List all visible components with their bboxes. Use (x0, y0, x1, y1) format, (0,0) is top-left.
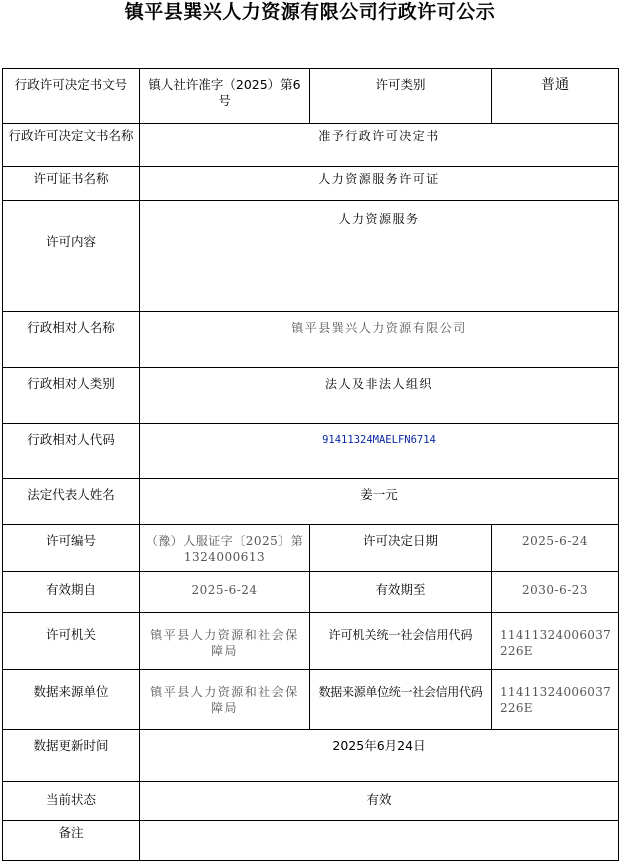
source-label: 数据来源单位 (3, 670, 140, 730)
valid-to-value: 2030-6-23 (492, 572, 619, 613)
status-label: 当前状态 (3, 782, 140, 821)
status-value: 有效 (140, 782, 619, 821)
table-row (3, 525, 619, 572)
party-type-label: 行政相对人类别 (3, 368, 140, 424)
table-row (3, 730, 619, 782)
table-row (3, 572, 619, 613)
doc-name-value: 准予行政许可决定书 (140, 124, 619, 167)
license-no-label: 许可编号 (3, 525, 140, 572)
update-label: 数据更新时间 (3, 730, 140, 782)
remark-value (140, 821, 619, 861)
decision-date-value: 2025-6-24 (492, 525, 619, 572)
license-no-value: （豫）人服证字〔2025〕第1324000613 (140, 525, 310, 572)
decision-no-value: 镇人社许准字（2025）第6号 (140, 69, 310, 124)
party-name-value: 镇平县巽兴人力资源有限公司 (140, 312, 619, 368)
cert-name-value: 人力资源服务许可证 (140, 167, 619, 201)
update-value: 2025年6月24日 (140, 730, 619, 782)
decision-no-label: 行政许可决定书文号 (3, 69, 140, 124)
table-row (3, 312, 619, 368)
decision-date-label: 许可决定日期 (310, 525, 492, 572)
table-row (3, 201, 619, 312)
table-row (3, 782, 619, 821)
table-row (3, 670, 619, 730)
license-table (2, 68, 619, 861)
source-code-value: 11411324006037226E (492, 670, 619, 730)
table-row (3, 124, 619, 167)
table-row (3, 368, 619, 424)
table-row (3, 821, 619, 861)
valid-from-label: 有效期自 (3, 572, 140, 613)
table-row (3, 479, 619, 525)
page-title: 镇平县巽兴人力资源有限公司行政许可公示 (124, 1, 496, 23)
source-code-label: 数据来源单位统一社会信用代码 (310, 670, 492, 730)
content-label: 许可内容 (3, 201, 140, 312)
party-code-value: 91411324MAELFN6714 (140, 424, 619, 479)
authority-label: 许可机关 (3, 613, 140, 670)
category-label: 许可类别 (310, 69, 492, 124)
party-type-value: 法人及非法人组织 (140, 368, 619, 424)
party-name-label: 行政相对人名称 (3, 312, 140, 368)
source-value: 镇平县人力资源和社会保障局 (140, 670, 310, 730)
authority-value: 镇平县人力资源和社会保障局 (140, 613, 310, 670)
table-row (3, 69, 619, 124)
cert-name-label: 许可证书名称 (3, 167, 140, 201)
legal-rep-value: 姜一元 (140, 479, 619, 525)
content-value: 人力资源服务 (140, 201, 619, 312)
table-row (3, 424, 619, 479)
authority-code-label: 许可机关统一社会信用代码 (310, 613, 492, 670)
authority-code-value: 11411324006037226E (492, 613, 619, 670)
valid-from-value: 2025-6-24 (140, 572, 310, 613)
table-row (3, 167, 619, 201)
table-row (3, 613, 619, 670)
remark-label: 备注 (3, 821, 140, 861)
valid-to-label: 有效期至 (310, 572, 492, 613)
legal-rep-label: 法定代表人姓名 (3, 479, 140, 525)
party-code-label: 行政相对人代码 (3, 424, 140, 479)
category-value: 普通 (492, 69, 619, 124)
doc-name-label: 行政许可决定文书名称 (3, 124, 140, 167)
